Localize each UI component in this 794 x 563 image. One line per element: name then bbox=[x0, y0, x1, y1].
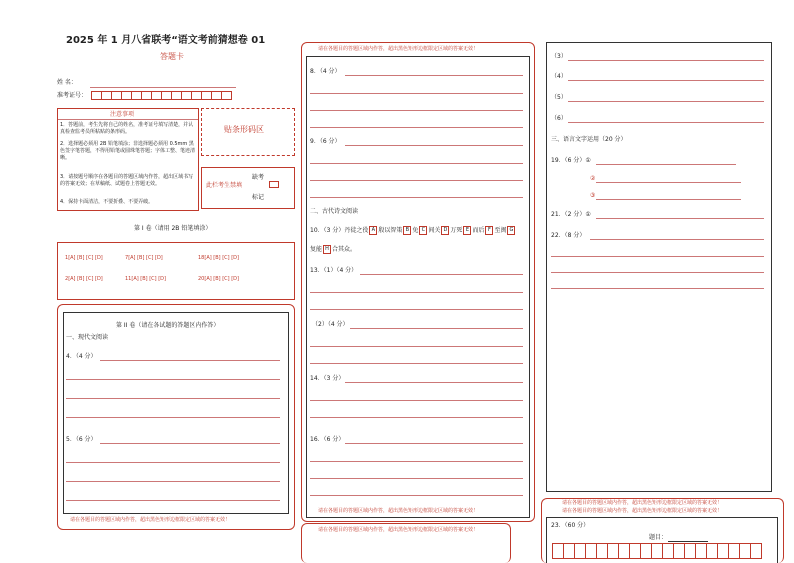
q22-label: 22．（8 分） bbox=[551, 232, 586, 239]
warning-left: 请在各题目的答题区域内作答，超出黑色矩形边框限定区域的答案无效！ bbox=[70, 517, 231, 523]
warning-middle-bottom: 请在各题目的答题区域内作答，超出黑色矩形边框限定区域的答案无效！ bbox=[318, 508, 479, 514]
q-3: （3） bbox=[551, 53, 567, 60]
part2-heading: 二、古代诗文阅读 bbox=[310, 208, 359, 215]
choice-7[interactable]: 7[A] [B] [C] [D] bbox=[125, 255, 163, 261]
absent-checkbox[interactable] bbox=[269, 181, 279, 188]
choice-11[interactable]: 11[A] [B] [C] [D] bbox=[125, 276, 166, 282]
notice-item-3: 3．请按题号顺序在各题目的答题区域内作答，超出区域书写的答案无效；在草稿纸、试题卷上答题无效。 bbox=[60, 174, 194, 187]
page-subtitle: 答题卡 bbox=[160, 52, 184, 61]
q19-3-label: ③ bbox=[590, 192, 596, 199]
absent-mark-1: 缺考 bbox=[252, 174, 265, 181]
notice-title: 注意事项 bbox=[110, 111, 135, 118]
q-5: （5） bbox=[551, 94, 567, 101]
q13-1-label: 13．（1）（4 分） bbox=[310, 267, 358, 274]
choice-18[interactable]: 18[A] [B] [C] [D] bbox=[198, 255, 239, 261]
q-6: （6） bbox=[551, 115, 567, 122]
warning-right-2: 请在各题目的答题区域内作答，超出黑色矩形边框限定区域的答案无效！ bbox=[562, 508, 723, 514]
q21-label: 21．（2 分）① bbox=[551, 211, 591, 218]
notice-title-rule bbox=[58, 119, 198, 120]
warning-right-1: 请在各题目的答题区域内作答，超出黑色矩形边框限定区域的答案无效！ bbox=[562, 500, 723, 506]
name-underline bbox=[90, 87, 236, 88]
q-4: （4） bbox=[551, 73, 567, 80]
essay-grid[interactable] bbox=[553, 543, 762, 559]
notice-item-4: 4．保持卡面清洁，不要折叠、不要弄破。 bbox=[60, 199, 154, 205]
exam-id-cells[interactable] bbox=[92, 91, 232, 100]
q5-label: 5．（6 分） bbox=[66, 436, 97, 443]
choice-2[interactable]: 2[A] [B] [C] [D] bbox=[65, 276, 103, 282]
page-title: 2025 年 1 月八省联考“语文考前猜想卷 01 bbox=[66, 35, 266, 46]
notice-item-1: 1．答题前，考生先将自己的姓名，准考证号填写清楚，并认真检查监考员所粘贴的条形码。 bbox=[60, 122, 194, 135]
part1-heading: 一、现代文阅读 bbox=[66, 334, 109, 341]
barcode-label: 贴条形码区 bbox=[224, 125, 264, 134]
middle-inner bbox=[306, 56, 530, 518]
q14-label: 14．（3 分） bbox=[310, 375, 345, 382]
warning-middle-next: 请在各题目的答题区域内作答，超出黑色矩形边框限定区域的答案无效！ bbox=[318, 527, 479, 533]
section2-title: 第 II 卷（请在各试题的答题区内作答） bbox=[116, 322, 220, 329]
warning-middle-top: 请在各题目的答题区域内作答，超出黑色矩形边框限定区域的答案无效！ bbox=[318, 46, 479, 52]
q10-line1[interactable]: 10．（3 分）丹徒之役 A 殷以智策 B 免 C 间关 D 万死 E 而后 F 至闽 G bbox=[310, 226, 516, 235]
q10-line2[interactable]: 复能 H 合其众。 bbox=[310, 246, 357, 253]
right-inner bbox=[546, 42, 772, 492]
section2-inner bbox=[63, 312, 289, 514]
q16-label: 16．（6 分） bbox=[310, 436, 345, 443]
choice-box bbox=[57, 242, 295, 300]
choice-1[interactable]: 1[A] [B] [C] [D] bbox=[65, 255, 103, 261]
q23-label: 23．（60 分） bbox=[551, 522, 590, 529]
name-label: 姓 名： bbox=[57, 79, 77, 86]
choice-20[interactable]: 20[A] [B] [C] [D] bbox=[198, 276, 239, 282]
notice-item-2: 2．选择题必须用 2B 铅笔填涂；非选择题必须用 0.5mm 黑色签字笔答题，不得用铅笔或圆珠笔答题；字体工整、笔迹清晰。 bbox=[60, 141, 196, 161]
q9-label: 9．（6 分） bbox=[310, 138, 341, 145]
q19-label: 19．（6 分）① bbox=[551, 157, 591, 164]
essay-title-label: 题目： bbox=[649, 534, 668, 541]
q19-2-label: ② bbox=[590, 175, 596, 182]
part3-heading: 三、语言文字运用（20 分） bbox=[551, 136, 627, 143]
absent-mark-2: 标记 bbox=[252, 194, 265, 201]
q8-label: 8．（4 分） bbox=[310, 68, 341, 75]
section1-title: 第 I 卷（请用 2B 铅笔填涂） bbox=[134, 225, 212, 232]
absent-label: 此栏考生禁填 bbox=[206, 182, 243, 189]
q4-label: 4．（4 分） bbox=[66, 353, 97, 360]
q13-2-label: （2）（4 分） bbox=[312, 321, 349, 328]
id-label: 准考证号： bbox=[57, 92, 88, 99]
